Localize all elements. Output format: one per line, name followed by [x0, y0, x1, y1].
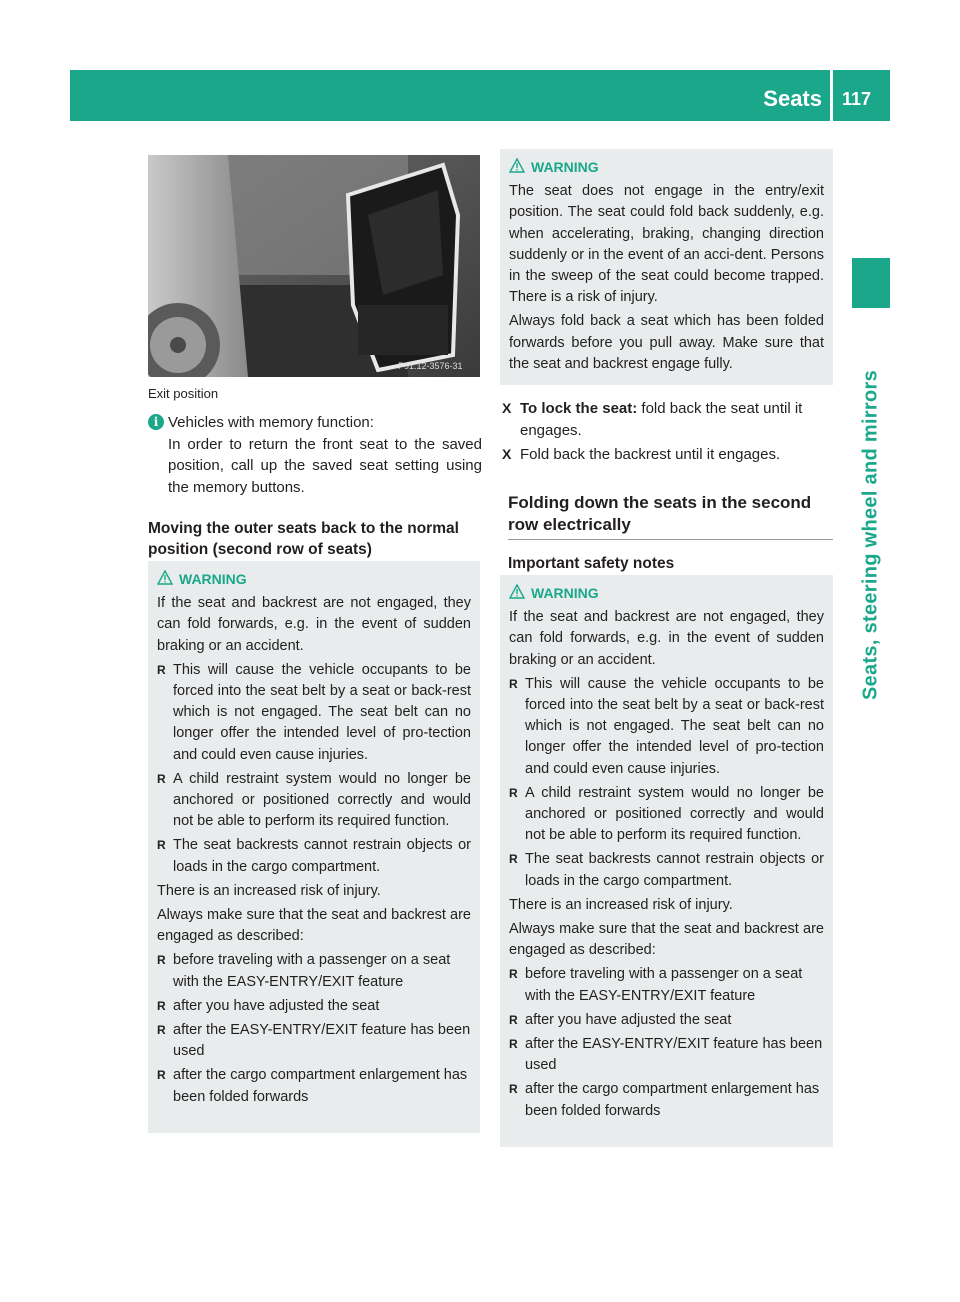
list-item: R The seat backrests cannot restrain objects or loads in the cargo compartment.: [509, 851, 824, 889]
warning-triangle-icon: [509, 158, 525, 173]
warning-box-left: [148, 561, 480, 1133]
list-item: R after the EASY-ENTRY/EXIT feature has been used: [509, 1036, 823, 1074]
info-line-1: Vehicles with memory function:: [168, 414, 374, 431]
list-item: R after you have adjusted the seat: [509, 1011, 732, 1028]
list-item: R A child restraint system would no longer be anchored or positioned correctly and would not be able to perform its required function.: [157, 770, 471, 830]
subheading-safety-notes: Important safety notes: [508, 555, 675, 572]
warning-intro: If the seat and backrest are not engaged, they can fold forwards, e.g. in the event of sudden braking or an accident.: [157, 595, 471, 654]
warning-triangle-icon: [157, 570, 173, 585]
section-title: Seats: [763, 86, 822, 111]
info-line-2: In order to return the front seat to the saved position, call up the saved seat setting using the memory buttons.: [168, 435, 482, 496]
warning-text-1: The seat does not engage in the entry/exit position. The seat could fold back suddenly, e.g. when accelerating, braking, changing direction suddenly or in the event of an acci-dent. Persons in the sweep of the seat could become trapped. There is a risk of injury.: [509, 183, 824, 306]
step-arrow-icon: X: [502, 400, 512, 416]
list-item: R after the cargo compartment enlargement has been folded forwards: [509, 1081, 820, 1119]
header-separator: [830, 70, 833, 121]
warning-box-right: [500, 575, 833, 1147]
chapter-tab-label: Seats, steering wheel and mirrors: [859, 369, 882, 701]
list-item: R This will cause the vehicle occupants to be forced into the seat belt by a seat or back-rest which is not engaged. The seat belt can no longer offer the intended level of pro-tection and could even cause injuries.: [157, 661, 471, 763]
photo-label: P91.12-3576-31: [398, 361, 463, 371]
list-item: R before traveling with a passenger on a seat with the EASY-ENTRY/EXIT feature: [157, 952, 451, 990]
warning-title: WARNING: [509, 157, 824, 178]
warning-box-right-top: [500, 149, 833, 385]
warning-text-2: Always fold back a seat which has been folded forwards before you pull away. Make sure that the seat and backrest engage fully.: [509, 313, 824, 372]
warning-risk: There is an increased risk of injury.: [157, 882, 381, 899]
list-item: R A child restraint system would no longer be anchored or positioned correctly and would not be able to perform its required function.: [509, 784, 824, 844]
chapter-tab-marker: [852, 258, 890, 308]
step-fold-backrest: X Fold back the backrest until it engages.: [500, 444, 835, 466]
page-number: 117: [842, 89, 872, 109]
warning-intro: If the seat and backrest are not engaged, they can fold forwards, e.g. in the event of sudden braking or an accident.: [509, 609, 824, 668]
warning-always: Always make sure that the seat and backrest are engaged as described:: [509, 921, 824, 959]
info-icon: i: [148, 414, 164, 430]
list-item: R This will cause the vehicle occupants to be forced into the seat belt by a seat or back-rest which is not engaged. The seat belt can no longer offer the intended level of pro-tection and could even cause injuries.: [509, 675, 824, 777]
step-arrow-icon: X: [502, 446, 512, 462]
section-heading-fold-down: Folding down the seats in the second row electrically: [508, 493, 812, 534]
step-lock-seat: X To lock the seat: fold back the seat until it engages.: [502, 400, 803, 439]
warning-title: WARNING: [157, 569, 471, 590]
warning-title: WARNING: [509, 583, 824, 604]
warning-risk: There is an increased risk of injury.: [509, 896, 733, 913]
list-item: R after the EASY-ENTRY/EXIT feature has been used: [157, 1022, 471, 1060]
list-item: R The seat backrests cannot restrain objects or loads in the cargo compartment.: [157, 837, 471, 875]
info-note: [148, 412, 482, 498]
seat-exit-position-photo: [148, 155, 480, 377]
warning-always: Always make sure that the seat and backrest are engaged as described:: [157, 907, 471, 945]
list-item: R after you have adjusted the seat: [157, 997, 380, 1014]
section-divider: [508, 539, 833, 540]
list-item: R before traveling with a passenger on a seat with the EASY-ENTRY/EXIT feature: [509, 966, 803, 1004]
warning-triangle-icon: [509, 584, 525, 599]
photo-caption: Exit position: [148, 386, 219, 401]
list-item: R after the cargo compartment enlargement has been folded forwards: [157, 1067, 468, 1105]
section-heading-normal-position: Moving the outer seats back to the normal position (second row of seats): [148, 520, 459, 558]
